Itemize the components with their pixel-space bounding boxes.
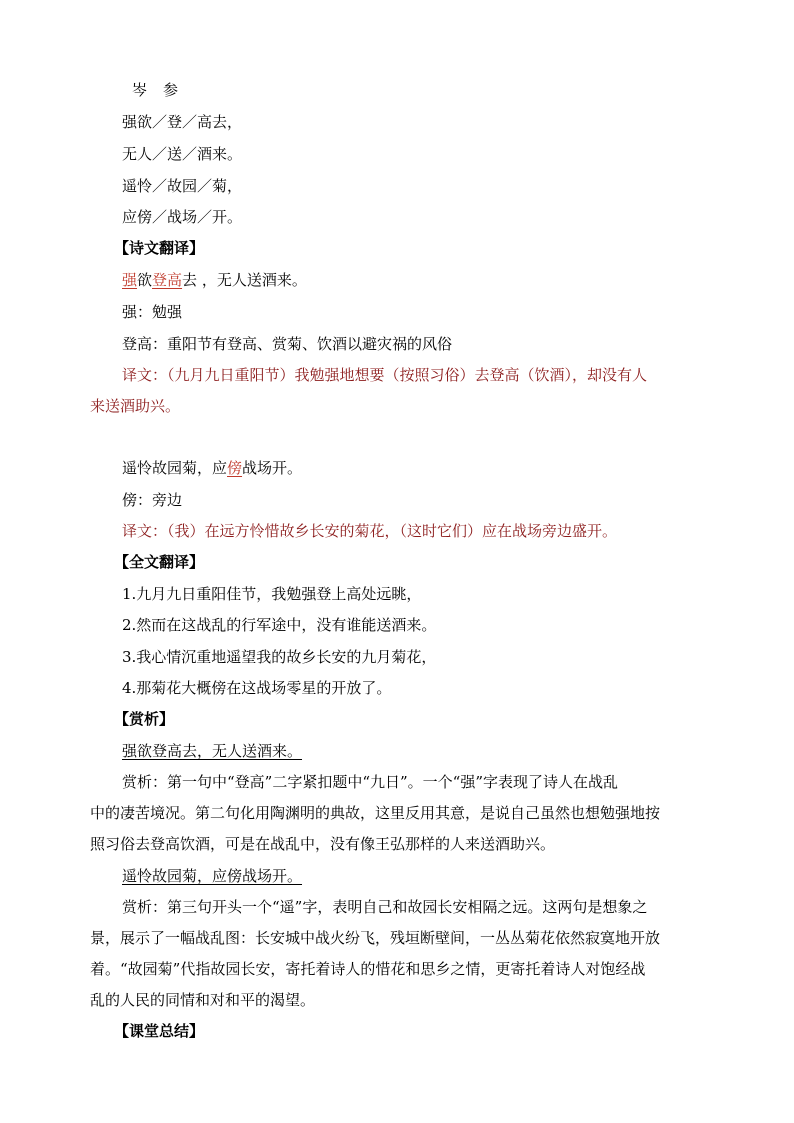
appreciation-line: 景，展示了一幅战乱图：长安城中战火纷飞，残垣断壁间，一丛丛菊花依然寂寞地开放 [90, 929, 661, 947]
keyword-qiang: 强 [122, 271, 138, 289]
author-char: 岑 [132, 81, 148, 99]
verse-text: 欲 [137, 271, 153, 289]
verse-text: 遥怜故园菊，应 [122, 459, 228, 477]
translation-line: 译文：（九月九日重阳节）我勉强地想要（按照习俗）去登高（饮酒），却没有人 [122, 366, 648, 384]
appreciation-line: 赏析：第一句中“登高”二字紧扣题中“九日”。一个“强”字表现了诗人在战乱 [122, 773, 619, 791]
note-qiang: 强：勉强 [122, 303, 183, 321]
translation-line: 来送酒助兴。 [90, 397, 181, 415]
quote-line: 强欲登高去，无人送酒来。 [122, 742, 303, 760]
full-translation-line: 1.九月九日重阳佳节，我勉强登上高处远眺， [122, 585, 422, 603]
appreciation-line: 着。“故园菊”代指故园长安，寄托着诗人的惜花和思乡之情，更寄托着诗人对饱经战 [90, 960, 646, 978]
appreciation-line: 乱的人民的同情和对和平的渴望。 [90, 991, 316, 1009]
poem-author [132, 80, 194, 100]
heading-appreciation: 【赏析】 [114, 710, 175, 728]
note-denggao: 登高：重阳节有登高、赏菊、饮酒以避灾祸的风俗 [122, 335, 453, 353]
keyword-bang: 傍 [227, 459, 243, 477]
poem-line: 强欲／登／高去， [122, 113, 243, 131]
appreciation-line: 中的凄苦境况。第二句化用陶渊明的典故，这里反用其意，是说自己虽然也想勉强地按 [90, 804, 661, 822]
appreciation-line: 照习俗去登高饮酒，可是在战乱中，没有像王弘那样的人来送酒助兴。 [90, 835, 556, 853]
verse-line-2 [122, 458, 302, 478]
poem-line: 应傍／战场／开。 [122, 208, 243, 226]
verse-text: 战场开。 [242, 459, 303, 477]
quote-line: 遥怜故园菊，应傍战场开。 [122, 867, 303, 885]
full-translation-line: 3.我心情沉重地遥望我的故乡长安的九月菊花， [122, 648, 437, 666]
keyword-denggao: 登高 [152, 271, 183, 289]
note-bang: 傍：旁边 [122, 491, 183, 509]
author-char: 参 [163, 81, 179, 99]
verse-text: 去 ，无人送酒来。 [182, 271, 307, 289]
verse-line-1 [122, 270, 307, 290]
translation-line: 译文：（我）在远方怜惜故乡长安的菊花，（这时它们）应在战场旁边盛开。 [122, 522, 618, 540]
appreciation-line: 赏析：第三句开头一个“遥”字，表明自己和故园长安相隔之远。这两句是想象之 [122, 898, 648, 916]
poem-line: 无人／送／酒来。 [122, 145, 243, 163]
heading-poem-translation: 【诗文翻译】 [114, 239, 205, 257]
poem-line: 遥怜／故园／菊， [122, 177, 243, 195]
full-translation-line: 2.然而在这战乱的行军途中，没有谁能送酒来。 [122, 616, 437, 634]
heading-summary: 【课堂总结】 [114, 1022, 205, 1040]
heading-full-translation: 【全文翻译】 [114, 553, 205, 571]
full-translation-line: 4.那菊花大概傍在这战场零星的开放了。 [122, 679, 392, 697]
